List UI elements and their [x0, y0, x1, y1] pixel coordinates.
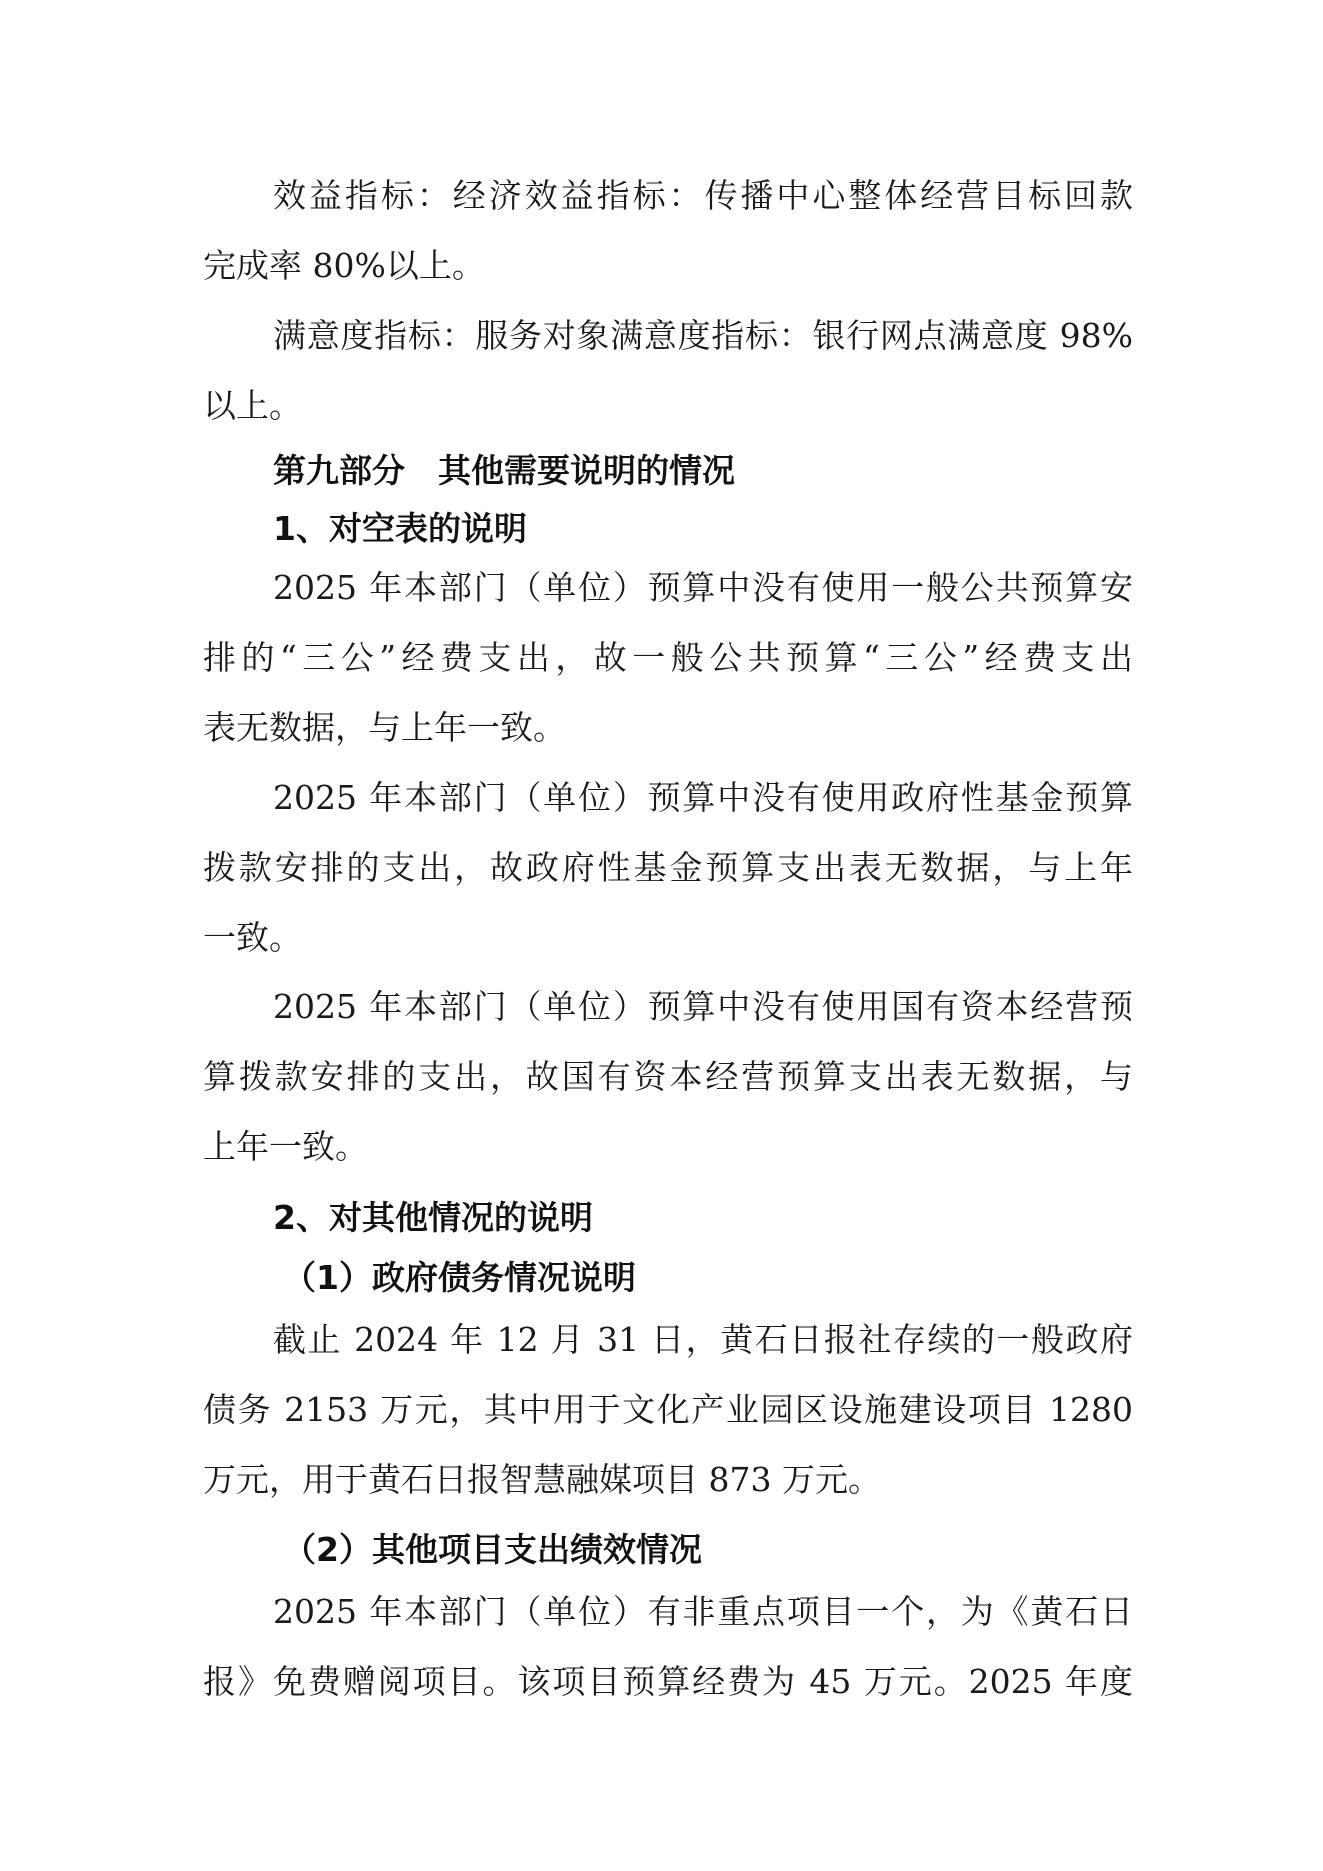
empty-general-budget-line-1: 2025 年本部门（单位）预算中没有使用一般公共预算安 [273, 568, 1133, 607]
subsection-2-heading: （2）其他项目支出绩效情况 [283, 1530, 702, 1569]
empty-general-budget-line-3: 表无数据，与上年一致。 [203, 708, 566, 747]
section-2-heading: 2、对其他情况的说明 [273, 1198, 593, 1237]
empty-fund-budget-line-3: 一致。 [203, 918, 302, 957]
benefit-indicator-line-1: 效益指标：经济效益指标：传播中心整体经营目标回款 [273, 176, 1133, 215]
government-debt-line-3: 万元，用于黄石日报智慧融媒项目 873 万元。 [203, 1460, 881, 1499]
empty-state-capital-line-1: 2025 年本部门（单位）预算中没有使用国有资本经营预 [273, 987, 1133, 1026]
section-1-heading: 1、对空表的说明 [273, 509, 527, 548]
subsection-1-heading: （1）政府债务情况说明 [283, 1258, 636, 1297]
government-debt-line-1: 截止 2024 年 12 月 31 日，黄石日报社存续的一般政府 [273, 1320, 1133, 1359]
benefit-indicator-line-2: 完成率 80%以上。 [203, 246, 485, 285]
empty-fund-budget-line-1: 2025 年本部门（单位）预算中没有使用政府性基金预算 [273, 778, 1133, 817]
government-debt-line-2: 债务 2153 万元，其中用于文化产业园区设施建设项目 1280 [203, 1390, 1133, 1429]
empty-state-capital-line-2: 算拨款安排的支出，故国有资本经营预算支出表无数据，与 [203, 1057, 1133, 1096]
satisfaction-indicator-line-2: 以上。 [203, 386, 302, 425]
empty-fund-budget-line-2: 拨款安排的支出，故政府性基金预算支出表无数据，与上年 [203, 848, 1133, 887]
other-project-line-2: 报》免费赠阅项目。该项目预算经费为 45 万元。2025 年度 [203, 1662, 1133, 1701]
satisfaction-indicator-line-1: 满意度指标：服务对象满意度指标：银行网点满意度 98% [273, 316, 1133, 355]
other-project-line-1: 2025 年本部门（单位）有非重点项目一个，为《黄石日 [273, 1592, 1133, 1631]
part-nine-heading: 第九部分 其他需要说明的情况 [273, 451, 735, 490]
empty-state-capital-line-3: 上年一致。 [203, 1127, 368, 1166]
empty-general-budget-line-2: 排的“三公”经费支出，故一般公共预算“三公”经费支出 [203, 638, 1133, 677]
